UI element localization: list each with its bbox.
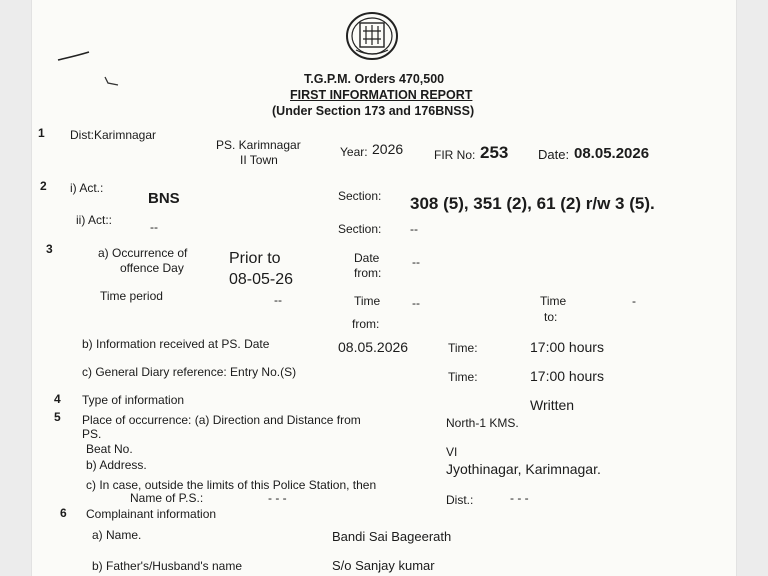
- section2-label: Section:: [338, 222, 382, 236]
- info-received-label: b) Information received at PS. Date: [82, 337, 270, 351]
- other-ps-value: - - -: [268, 491, 287, 505]
- act1-value: BNS: [148, 190, 180, 207]
- emblem-icon: [344, 10, 400, 62]
- gd-reference-label: c) General Diary reference: Entry No.(S): [82, 365, 297, 379]
- police-station-line2: II Town: [240, 153, 278, 167]
- item-number: 3: [46, 242, 53, 256]
- section2-value: --: [410, 222, 418, 236]
- fir-label: FIR No:: [434, 148, 476, 162]
- father-name: S/o Sanjay kumar: [332, 558, 435, 573]
- item-number: 1: [38, 126, 45, 140]
- other-dist-label: Dist.:: [446, 493, 474, 507]
- report-subtitle: (Under Section 173 and 176BNSS): [272, 104, 475, 118]
- outside-limits-label: c) In case, outside the limits of this Police Station, then: [86, 478, 377, 492]
- pen-mark: [102, 74, 122, 88]
- fir-number: 253: [480, 143, 509, 162]
- date-from-label-2: from:: [354, 266, 382, 280]
- complainant-name: Bandi Sai Bageerath: [332, 529, 452, 544]
- date-from-label-1: Date: [354, 251, 380, 265]
- direction-value: North-1 KMS.: [446, 416, 519, 430]
- time-to-label-1: Time: [540, 294, 567, 308]
- report-title: FIRST INFORMATION REPORT: [290, 88, 473, 102]
- father-name-label: b) Father's/Husband's name: [92, 559, 242, 573]
- gd-time-value: 17:00 hours: [530, 368, 604, 384]
- offence-day-line1: Prior to: [229, 250, 281, 267]
- fir-document: [32, 0, 736, 576]
- time-period-label: Time period: [100, 289, 163, 303]
- district: Dist:Karimnagar: [70, 128, 157, 142]
- date-label: Date:: [538, 147, 570, 162]
- item-number: 5: [54, 410, 61, 424]
- info-time-value: 17:00 hours: [530, 339, 604, 355]
- time-from-value: --: [412, 296, 420, 310]
- occurrence-label-1: a) Occurrence of: [98, 246, 188, 260]
- section-value: 308 (5), 351 (2), 61 (2) r/w 3 (5).: [410, 194, 655, 213]
- place-label-1: Place of occurrence: (a) Direction and Distance from: [82, 413, 361, 427]
- section-label: Section:: [338, 189, 382, 203]
- act2-value: --: [150, 220, 158, 234]
- time-from-label: Time: [354, 294, 381, 308]
- beat-value: VI: [446, 445, 458, 459]
- gd-time-label: Time:: [448, 370, 478, 384]
- from-label: from:: [352, 317, 380, 331]
- complainant-name-label: a) Name.: [92, 528, 142, 542]
- beat-label: Beat No.: [86, 442, 133, 456]
- time-to-label-2: to:: [544, 310, 558, 324]
- year-label: Year:: [340, 145, 368, 159]
- offence-day-line2: 08-05-26: [229, 271, 294, 288]
- address-label: b) Address.: [86, 458, 147, 472]
- info-received-date: 08.05.2026: [338, 339, 409, 355]
- time-to-value: -: [632, 294, 636, 308]
- time-period-value: --: [274, 293, 282, 307]
- other-dist-value: - - -: [510, 491, 529, 505]
- item-number: 2: [40, 179, 47, 193]
- place-label-2: PS.: [82, 427, 102, 441]
- date-from-value: --: [412, 255, 420, 269]
- info-type-value: Written: [530, 397, 575, 413]
- report-date: 08.05.2026: [574, 145, 650, 162]
- act1-label: i) Act.:: [70, 181, 104, 195]
- pen-mark: [56, 48, 92, 64]
- year-value: 2026: [372, 141, 404, 157]
- act2-label: ii) Act::: [76, 213, 113, 227]
- police-station-line1: PS. Karimnagar: [216, 138, 301, 152]
- info-time-label: Time:: [448, 341, 478, 355]
- orders-line: T.G.P.M. Orders 470,500: [304, 72, 445, 86]
- info-type-label: Type of information: [82, 393, 185, 407]
- address-value: Jyothinagar, Karimnagar.: [446, 461, 601, 477]
- complainant-label: Complainant information: [86, 507, 217, 521]
- other-ps-label: Name of P.S.:: [130, 491, 204, 505]
- item-number: 6: [60, 506, 67, 520]
- occurrence-label-2: offence Day: [120, 261, 184, 275]
- item-number: 4: [54, 392, 61, 406]
